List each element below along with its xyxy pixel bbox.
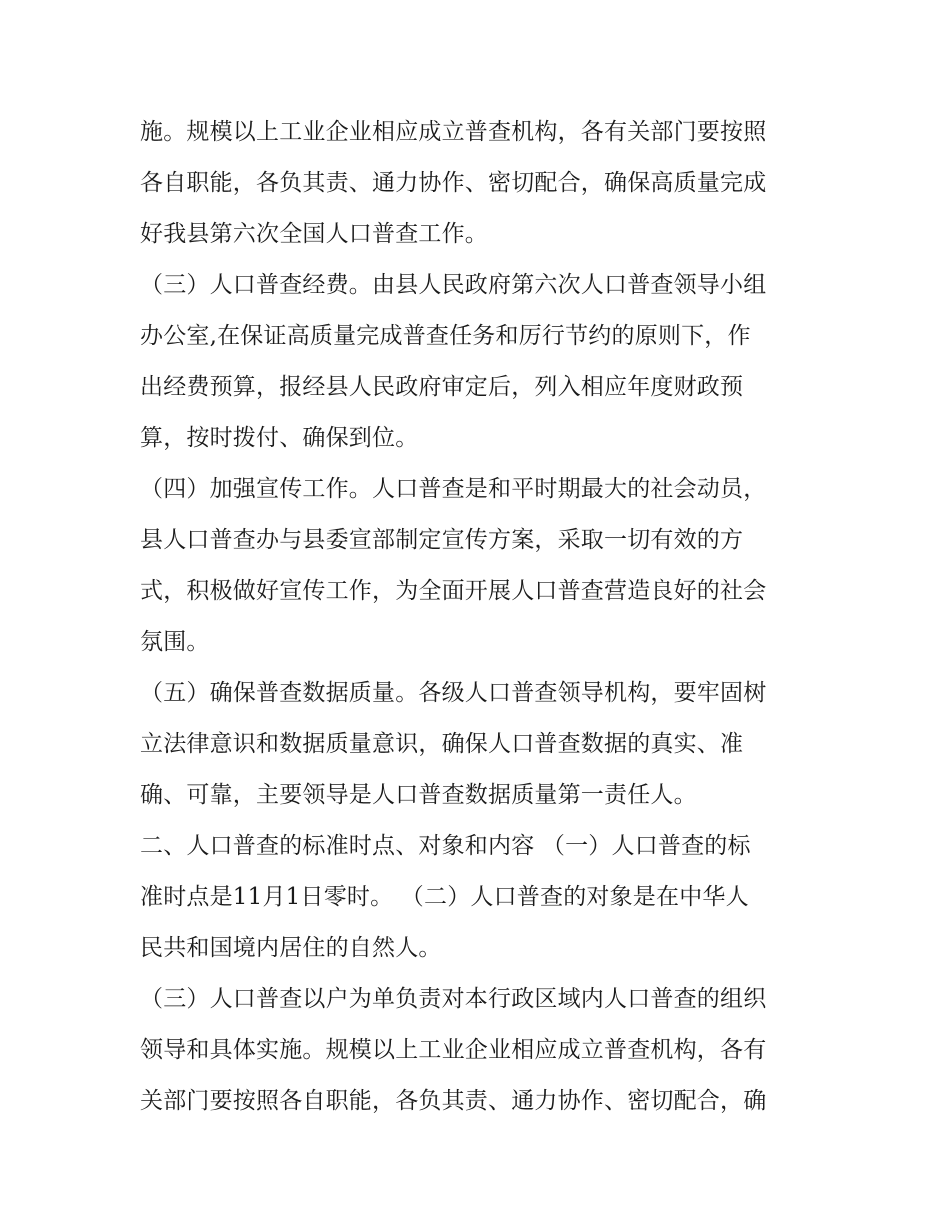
text-line: 准时点是11月1日零时。 （二）人口普查的对象是在中华人: [140, 884, 749, 910]
text-line: 领导和具体实施。规模以上工业企业相应成立普查机构，各有: [140, 1037, 767, 1063]
text-line: 立法律意识和数据质量意识，确保人口普查数据的真实、准: [140, 731, 744, 757]
text-line: 二、人口普查的标准时点、对象和内容 （一）人口普查的标: [140, 833, 751, 859]
text-line: 各自职能，各负其责、通力协作、密切配合，确保高质量完成: [140, 170, 767, 196]
text-line: 式，积极做好宣传工作，为全面开展人口普查营造良好的社会: [140, 578, 767, 604]
text-line: 关部门要按照各自职能，各负其责、通力协作、密切配合，确: [140, 1088, 767, 1114]
text-line: 确、可靠，主要领导是人口普查数据质量第一责任人。: [140, 782, 697, 808]
text-line: 氛围。: [140, 629, 210, 655]
text-line: （四）加强宣传工作。人口普查是和平时期最大的社会动员，: [140, 476, 767, 502]
text-line: （三）人口普查经费。由县人民政府第六次人口普查领导小组: [140, 272, 767, 298]
text-line: 施。规模以上工业企业相应成立普查机构，各有关部门要按照: [140, 119, 767, 145]
text-line: （五）确保普查数据质量。各级人口普查领导机构，要牢固树: [140, 680, 767, 706]
text-line: 出经费预算，报经县人民政府审定后，列入相应年度财政预: [140, 374, 744, 400]
text-line: 民共和国境内居住的自然人。: [140, 935, 442, 961]
text-line: 算，按时拨付、确保到位。: [140, 425, 419, 451]
text-line: 办公室,在保证高质量完成普查任务和厉行节约的原则下，作: [140, 323, 751, 349]
text-line: （三）人口普查以户为单负责对本行政区域内人口普查的组织: [140, 986, 767, 1012]
document-body: [140, 107, 820, 1127]
text-line: 好我县第六次全国人口普查工作。: [140, 221, 488, 247]
text-line: 县人口普查办与县委宣部制定宣传方案，采取一切有效的方: [140, 527, 744, 553]
